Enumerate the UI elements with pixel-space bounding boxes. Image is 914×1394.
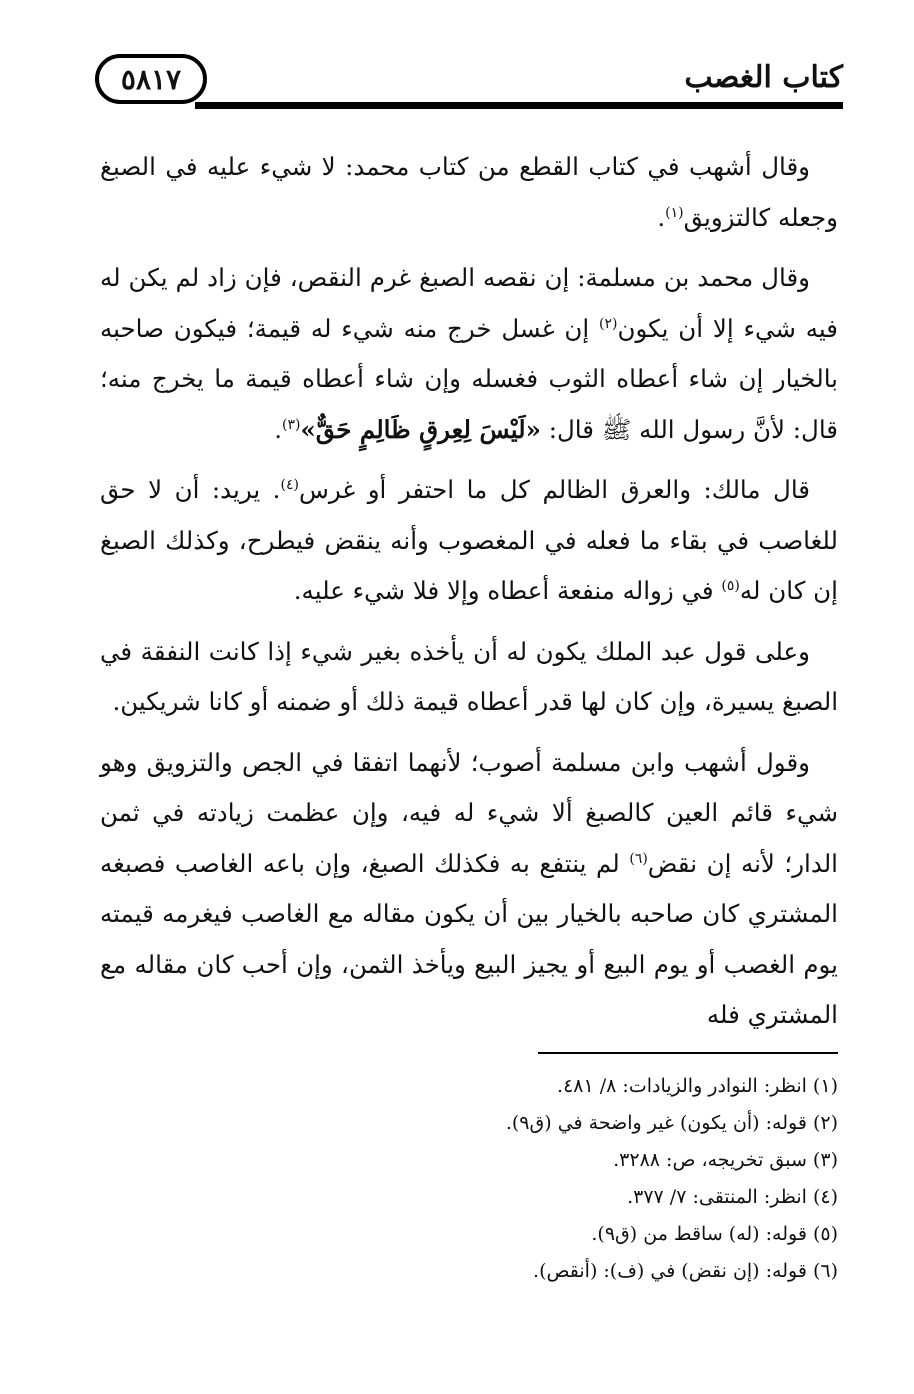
paragraph-2-text-b: إن غسل خرج منه شيء له قيمة؛ فيكون صاحبه بالخيار إن شاء أعطاه الثوب فغسله وإن شاء أعطاه قيمة ما يخرج منه؛ قال: لأنَّ رسول الله ﷺ قال: — [100, 313, 838, 444]
paragraph-1 — [100, 142, 838, 243]
paragraph-2 — [100, 253, 838, 455]
paragraph-5-text-a: وقول أشهب وابن مسلمة أصوب؛ لأنهما اتفقا في الجص والتزويق وهو شيء قائم العين كالصبغ ألا شيء له فيه، وإن عظمت زيادته في ثمن الدار؛ لأنه إن نقض — [100, 747, 838, 878]
footnote-2: (٢) قوله: (أن يكون) غير واضحة في (ق٩). — [505, 1112, 838, 1134]
paragraph-5 — [100, 738, 838, 1041]
footnote-3: (٣) سبق تخريجه، ص: ٣٢٨٨. — [613, 1149, 838, 1171]
paragraph-4 — [100, 627, 838, 728]
paragraph-2-end: . — [274, 414, 282, 444]
paragraph-5-text-b: لم ينتفع به فكذلك الصبغ، وإن باعه الغاصب فصبغه المشتري كان صاحبه بالخيار بين أن يكون مقاله مع الغاصب فيغرمه قيمته يوم الغصب أو يوم البيع أو يجيز البيع ويأخذ الثمن، وإن أحب كان مقاله مع المشتري فله — [100, 848, 838, 1029]
paragraph-4-text: وعلى قول عبد الملك يكون له أن يأخذه بغير شيء إذا كانت النفقة في الصبغ يسيرة، وإن كان لها قدر أعطاه قيمة ذلك أو ضمنه أو كانا شريكين. — [100, 636, 838, 716]
hadith-quote: «لَيْسَ لِعِرقٍ ظَالِمٍ حَقٌّ» — [300, 414, 541, 444]
footnote-separator — [538, 1052, 838, 1054]
paragraph-3 — [100, 465, 838, 617]
footnote-1: (١) انظر: النوادر والزيادات: ٨/ ٤٨١. — [557, 1075, 838, 1097]
paragraph-1-end: . — [657, 202, 666, 232]
footnote-ref-6[interactable]: (٦) — [629, 850, 648, 867]
page-number: ٥٨١٧ — [120, 62, 182, 96]
paragraph-3-text-a: قال مالك: والعرق الظالم كل ما احتفر أو غرس — [298, 475, 811, 504]
paragraph-3-text-c: في زواله منفعة أعطاه وإلا فلا شيء عليه. — [293, 576, 722, 605]
paragraph-3-text-b: . يريد: أن لا حق للغاصب في بقاء ما فعله في المغصوب وأنه ينقض فيطرح، وكذلك الصبغ إن كان له — [100, 475, 838, 605]
page-header — [95, 52, 843, 122]
paragraph-1-text: وقال أشهب في كتاب القطع من كتاب محمد: لا شيء عليه في الصبغ وجعله كالتزويق — [100, 152, 838, 232]
header-rule — [195, 102, 843, 109]
footnote-ref-4[interactable]: (٤) — [280, 476, 299, 493]
footnote-4: (٤) انظر: المنتقى: ٧/ ٣٧٧. — [627, 1186, 838, 1208]
main-text — [100, 142, 838, 1051]
footnote-ref-2[interactable]: (٢) — [598, 315, 618, 332]
page-number-frame — [95, 54, 207, 104]
footnote-6: (٦) قوله: (إن نقض) في (ف): (أنقص). — [533, 1260, 838, 1282]
footnote-ref-5[interactable]: (٥) — [721, 577, 740, 594]
footnote-ref-3[interactable]: (٣) — [282, 416, 301, 433]
footnote-5: (٥) قوله: (له) ساقط من (ق٩). — [591, 1223, 838, 1245]
footnote-ref-1[interactable]: (١) — [665, 204, 684, 221]
footnotes — [100, 1068, 838, 1290]
book-title: كتاب الغصب — [684, 60, 843, 95]
paragraph-2-text-a: وقال محمد بن مسلمة: إن نقصه الصبغ غرم النقص، فإن زاد لم يكن له فيه شيء إلا أن يكون — [100, 263, 839, 343]
